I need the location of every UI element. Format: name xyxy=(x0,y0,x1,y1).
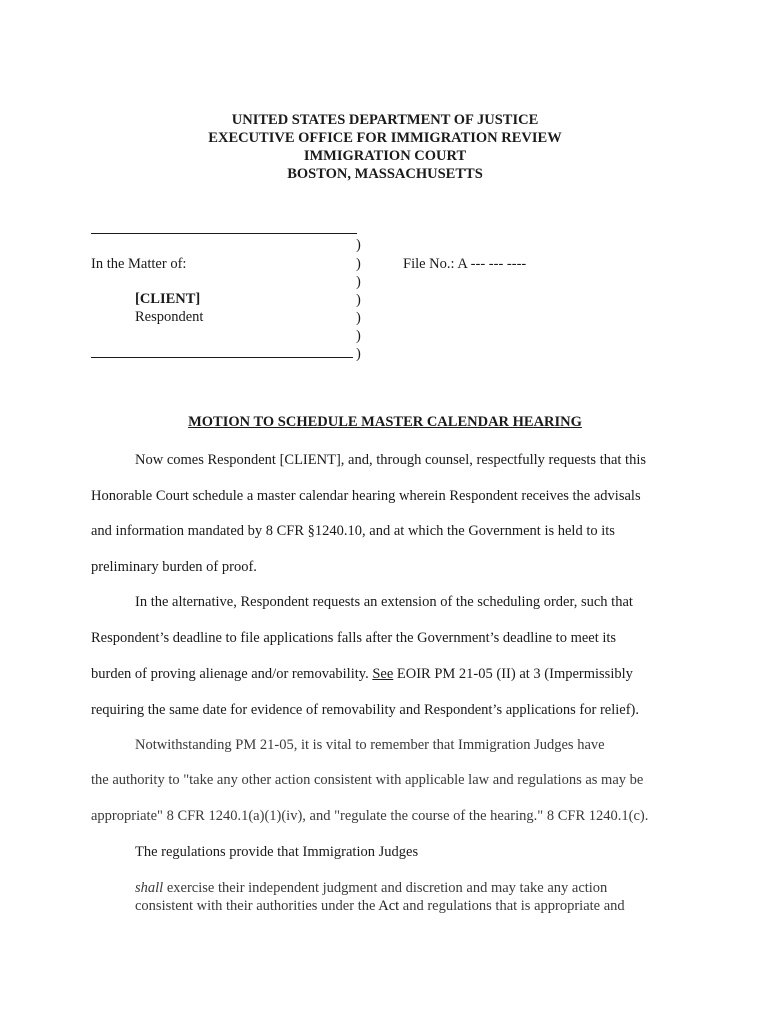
body-text: and regulations that is appropriate and xyxy=(399,898,625,914)
body-line: and information mandated by 8 CFR §1240.10, and at which the Government is held to its xyxy=(91,523,615,539)
caption-paren: ) xyxy=(356,237,361,253)
emphasis-shall: shall xyxy=(135,880,164,896)
body-line: Now comes Respondent [CLIENT], and, through counsel, respectfully requests that this xyxy=(135,452,647,468)
caption-paren: ) xyxy=(356,310,361,326)
respondent-label: Respondent xyxy=(135,309,204,325)
body-line xyxy=(91,665,633,683)
in-the-matter-label: In the Matter of: xyxy=(91,256,187,272)
file-number-value: A --- --- ---- xyxy=(457,256,527,272)
file-number xyxy=(403,255,526,273)
motion-title: MOTION TO SCHEDULE MASTER CALENDAR HEARING xyxy=(188,414,582,430)
block-quote-line xyxy=(135,897,625,915)
body-text: EOIR PM 21-05 (II) at 3 (Impermissibly xyxy=(393,666,633,682)
header-office: EXECUTIVE OFFICE FOR IMMIGRATION REVIEW xyxy=(208,130,562,146)
header-court: IMMIGRATION COURT xyxy=(303,148,467,164)
body-text: consistent with their authorities under the xyxy=(135,898,379,914)
header-department: UNITED STATES DEPARTMENT OF JUSTICE xyxy=(231,112,539,128)
caption-paren: ) xyxy=(356,292,361,308)
body-line: Respondent’s deadline to file applications falls after the Government’s deadline to meet its xyxy=(91,630,617,646)
caption-paren: ) xyxy=(356,328,361,344)
caption-top-rule xyxy=(91,233,357,234)
block-quote-line xyxy=(135,879,607,897)
body-line: Honorable Court schedule a master calendar hearing wherein Respondent receives the advisals xyxy=(91,488,641,504)
caption-bottom-rule xyxy=(91,357,353,358)
caption-paren: ) xyxy=(356,256,361,272)
body-text: burden of proving alienage and/or removability. xyxy=(91,666,373,682)
see-signal: See xyxy=(372,666,394,682)
body-line: appropriate" 8 CFR 1240.1(a)(1)(iv), and "regulate the course of the hearing." 8 CFR 1240.1(c). xyxy=(91,808,649,824)
caption-paren: ) xyxy=(356,346,361,362)
client-name: [CLIENT] xyxy=(135,291,201,307)
body-text: exercise their independent judgment and discretion and may take any action xyxy=(163,880,608,896)
act-term: Act xyxy=(378,898,400,914)
court-header xyxy=(0,111,770,183)
body-line: the authority to "take any other action consistent with applicable law and regulations as may be xyxy=(91,772,644,788)
header-location: BOSTON, MASSACHUSETTS xyxy=(287,166,483,182)
body-line: requiring the same date for evidence of removability and Respondent’s applications for relief). xyxy=(91,702,639,718)
body-line: The regulations provide that Immigration Judges xyxy=(135,844,419,860)
body-line: Notwithstanding PM 21-05, it is vital to remember that Immigration Judges have xyxy=(135,737,605,753)
caption-paren: ) xyxy=(356,274,361,290)
file-number-label: File No.: xyxy=(403,256,455,272)
body-line: preliminary burden of proof. xyxy=(91,559,257,575)
body-line: In the alternative, Respondent requests an extension of the scheduling order, such that xyxy=(135,594,633,610)
